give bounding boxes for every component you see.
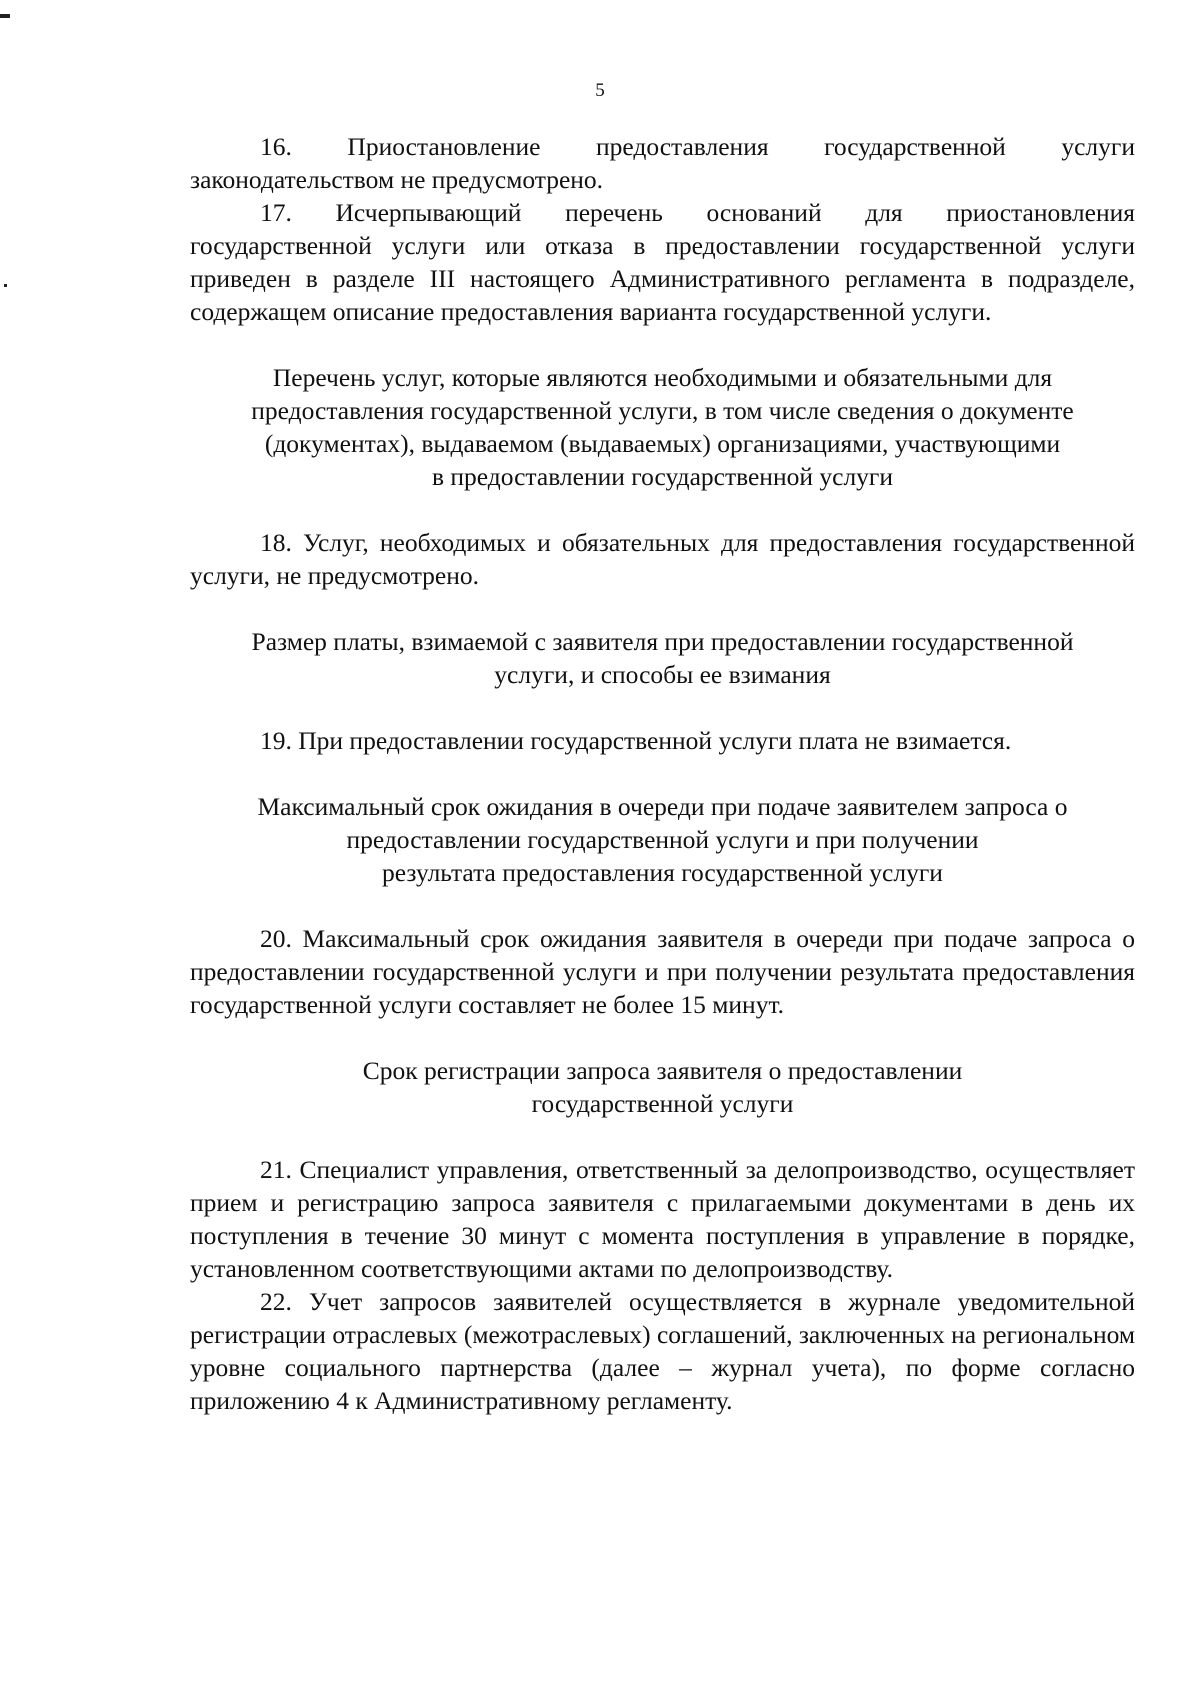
paragraph-18: 18. Услуг, необходимых и обязательных для предоставления государственной услуги, не предусмотрено. (190, 528, 1135, 590)
scan-mark-left (4, 284, 7, 287)
paragraph-21: 21. Специалист управления, ответственный за делопроизводство, осуществляет прием и регистрацию запроса заявителя с прилагаемыми документами в день их поступления в течение 30 минут с момента поступления в управление в порядке, установленном соответствующими актами по делопроизводству. (190, 1155, 1135, 1283)
heading-registration-time (190, 1054, 1135, 1120)
heading-line: предоставлении государственной услуги и при получении (346, 825, 979, 854)
heading-line: Срок регистрации запроса заявителя о предоставлении (362, 1056, 963, 1085)
heading-queue-time (190, 790, 1135, 889)
paragraph-17: 17. Исчерпывающий перечень оснований для приостановления государственной услуги или отказа в предоставлении государственной услуги приведен в разделе III настоящего Административного регламента в подразделе, содержащем описание предоставления варианта государственной услуги. (190, 198, 1135, 326)
heading-line: Максимальный срок ожидания в очереди при подаче заявителем запроса о (257, 792, 1068, 821)
paragraph-20: 20. Максимальный срок ожидания заявителя в очереди при подаче запроса о предоставлении государственной услуги и при получении результата предоставления государственной услуги составляет не более 15 минут. (190, 924, 1135, 1019)
heading-line: государственной услуги (531, 1089, 794, 1118)
heading-line: предоставления государственной услуги, в том числе сведения о документе (251, 396, 1074, 425)
heading-line: (документах), выдаваемом (выдаваемых) организациями, участвующими (264, 429, 1061, 458)
heading-required-services (190, 361, 1135, 493)
document-body (190, 130, 1135, 1417)
paragraph-19: 19. При предоставлении государственной услуги плата не взимается. (260, 726, 1012, 755)
heading-fee (190, 625, 1135, 691)
heading-line: услуги, и способы ее взимания (494, 660, 831, 689)
heading-line: результата предоставления государственной услуги (382, 858, 943, 887)
scan-mark-top-left (0, 14, 10, 18)
page-number: 5 (595, 80, 605, 101)
paragraph-16: 16. Приостановление предоставления государственной услуги законодательством не предусмотрено. (190, 132, 1135, 194)
heading-line: в предоставлении государственной услуги (431, 462, 894, 491)
heading-line: Размер платы, взимаемой с заявителя при предоставлении государственной (251, 627, 1074, 656)
heading-line: Перечень услуг, которые являются необходимыми и обязательными для (272, 363, 1053, 392)
paragraph-22: 22. Учет запросов заявителей осуществляется в журнале уведомительной регистрации отраслевых (межотраслевых) соглашений, заключенных на региональном уровне социального партнерства (далее – журнал учета), по форме согласно приложению 4 к Административному регламенту. (190, 1287, 1135, 1415)
